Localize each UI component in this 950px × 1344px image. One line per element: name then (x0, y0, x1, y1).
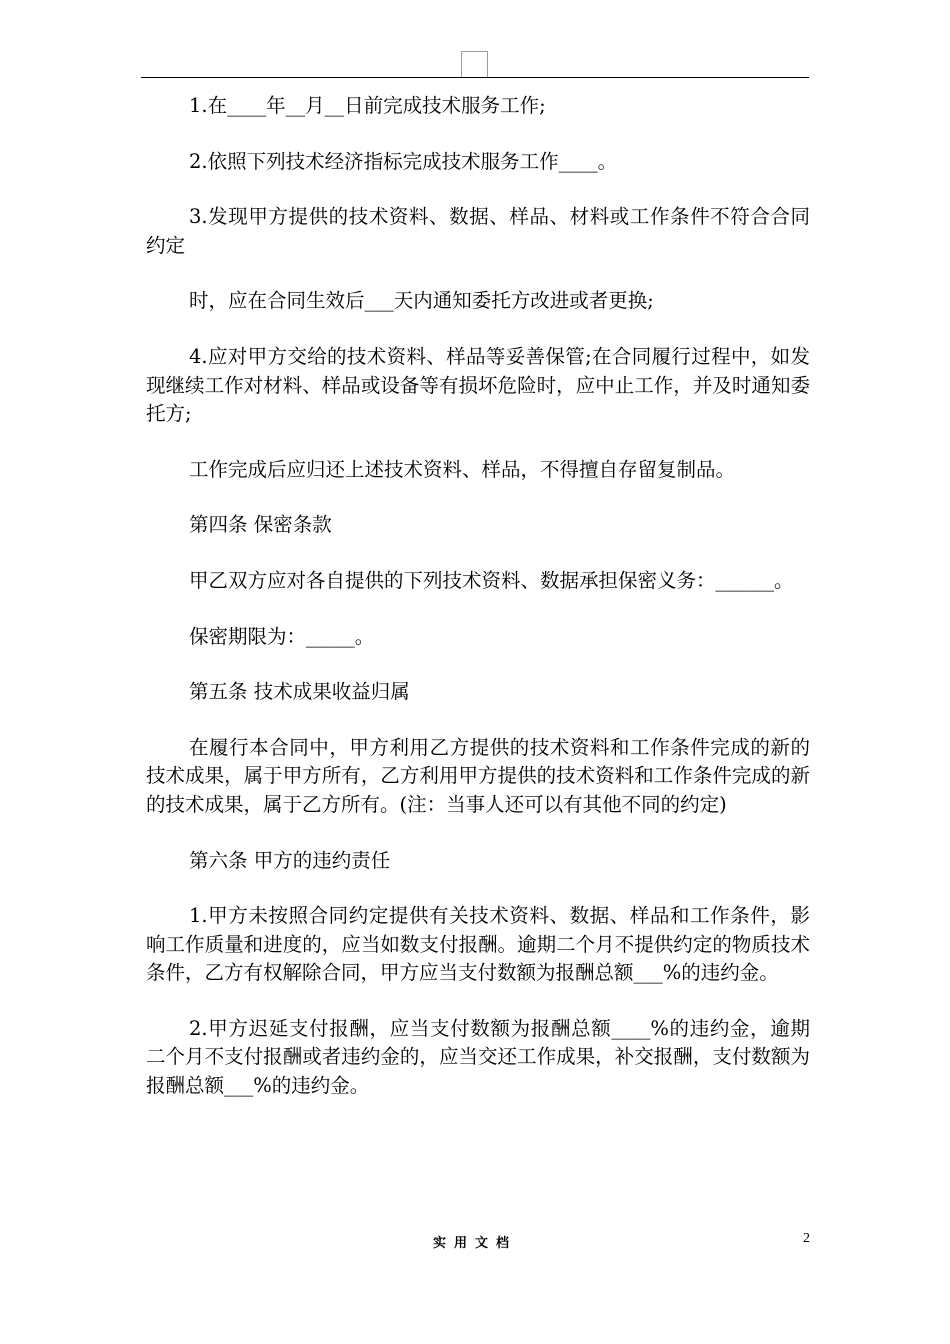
document-body (146, 92, 810, 1128)
paragraph-return-materials: 工作完成后应归还上述技术资料、样品，不得擅自存留复制品。 (189, 457, 736, 481)
heading-article-6: 第六条 甲方的违约责任 (189, 848, 391, 872)
paragraph-confidentiality-term: 保密期限为：_____。 (189, 624, 375, 648)
paragraph-liability-2: 2.甲方迟延支付报酬，应当支付数额为报酬总额____%的违约金，逾期二个月不支付报酬或者违约金的，应当交还工作成果，补交报酬，支付数额为报酬总额___%的违约金。 (146, 1016, 810, 1098)
paragraph-clause-3: 3.发现甲方提供的技术资料、数据、样品、材料或工作条件不符合合同约定 (146, 205, 810, 257)
header-box (461, 51, 488, 77)
paragraph-clause-1: 1.在____年__月__日前完成技术服务工作; (189, 94, 546, 117)
heading-article-4: 第四条 保密条款 (189, 513, 332, 537)
paragraph-confidentiality: 甲乙双方应对各自提供的下列技术资料、数据承担保密义务：______。 (189, 568, 794, 592)
header-rule (141, 77, 809, 78)
footer-label: 实用文档 (432, 1236, 517, 1251)
heading-article-5: 第五条 技术成果收益归属 (189, 680, 410, 704)
paragraph-clause-3-continued: 时，应在合同生效后___天内通知委托方改进或者更换; (189, 289, 654, 313)
paragraph-clause-4: 4.应对甲方交给的技术资料、样品等妥善保管;在合同履行过程中，如发现继续工作对材料、样品或设备等有损坏危险时，应中止工作，并及时通知委托方; (146, 344, 810, 426)
page-number: 2 (803, 1231, 810, 1246)
paragraph-clause-2: 2.依照下列技术经济指标完成技术服务工作____。 (189, 149, 618, 173)
paragraph-results-ownership: 在履行本合同中，甲方利用乙方提供的技术资料和工作条件完成的新的技术成果，属于甲方所有，乙方利用甲方提供的技术资料和工作条件完成的新的技术成果，属于乙方所有。(注：当事人还可以有其他不同的约定) (146, 735, 810, 816)
paragraph-liability-1: 1.甲方未按照合同约定提供有关技术资料、数据、样品和工作条件，影响工作质量和进度的，应当如数支付报酬。逾期二个月不提供约定的物质技术条件，乙方有权解除合同，甲方应当支付数额为报酬总额___%的违约金。 (146, 904, 810, 985)
